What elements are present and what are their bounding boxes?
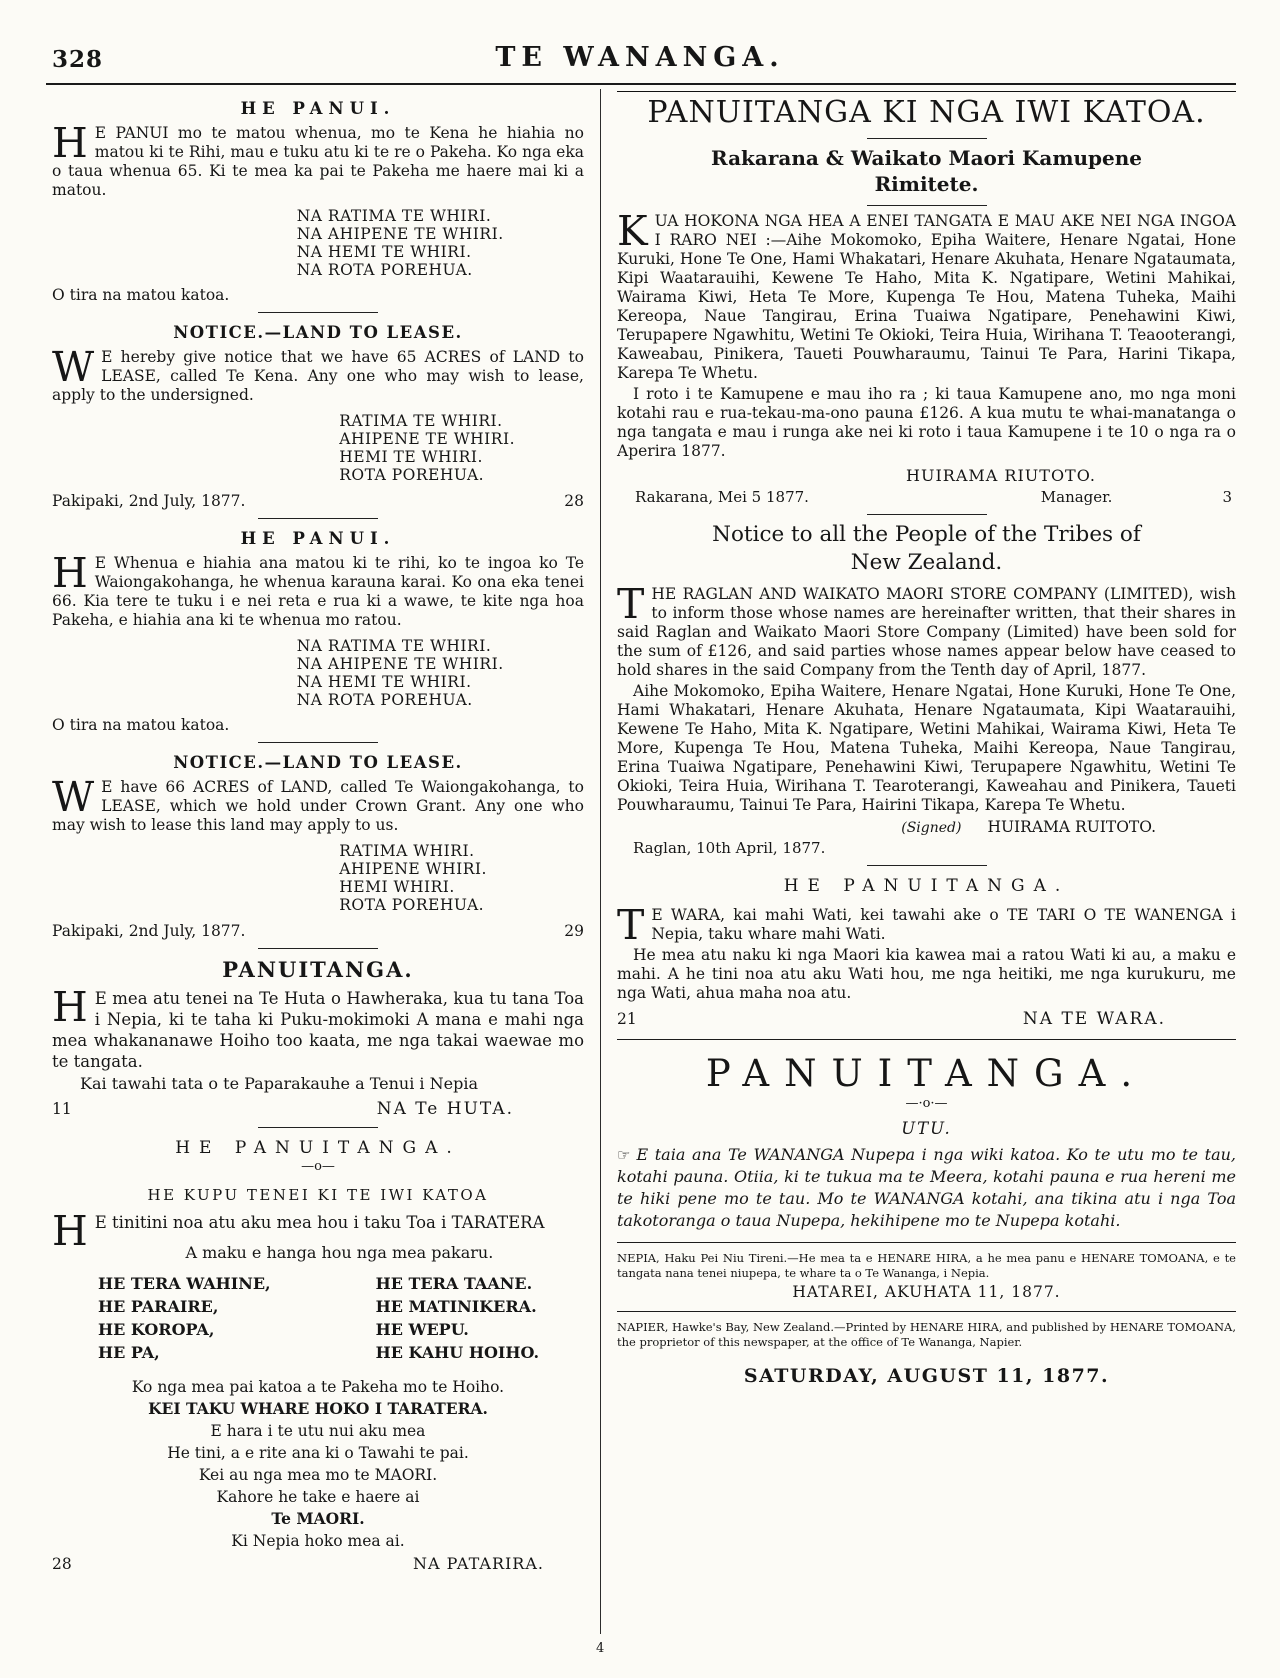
section-divider-rule bbox=[258, 948, 378, 949]
signature: RATIMA TE WHIRI. bbox=[339, 412, 503, 430]
notice-body bbox=[617, 580, 1236, 680]
notice-line: He tini, a e rite ana ki o Tawahi te pai. bbox=[167, 1444, 469, 1462]
signature: HUIRAMA RIUTOTO. bbox=[906, 466, 1096, 485]
subheading-line: Rakarana & Waikato Maori Kamupene bbox=[710, 146, 1143, 170]
subheading-line: Rimitete. bbox=[874, 172, 979, 196]
goods-list-right bbox=[376, 1272, 539, 1364]
heading-line: New Zealand. bbox=[850, 550, 1003, 575]
notice-ref-number: 29 bbox=[564, 922, 584, 940]
subscription-notice bbox=[617, 1144, 1236, 1232]
list-item: HE MATINIKERA. bbox=[375, 1297, 537, 1316]
list-item: HE PA, bbox=[98, 1343, 160, 1362]
dateline-row bbox=[52, 492, 584, 510]
masthead-title: TE WANANGA. bbox=[495, 42, 785, 73]
ornament: —o— bbox=[301, 1159, 335, 1174]
role-label: Manager. bbox=[1040, 488, 1113, 506]
signature: HUIRAMA RUITOTO. bbox=[987, 818, 1156, 836]
notice-line: E hara i te utu nui aku mea bbox=[210, 1422, 426, 1440]
drop-cap: H bbox=[52, 983, 88, 1031]
section-panuitanga-huta bbox=[52, 957, 584, 1119]
signature: NA RATIMA TE WHIRI. bbox=[296, 637, 492, 655]
section-he-panui-2 bbox=[52, 529, 584, 734]
dateline: Pakipaki, 2nd July, 1877. bbox=[52, 922, 246, 940]
printers-mark: 4 bbox=[596, 1641, 605, 1656]
list-item: HE TERA WAHINE, bbox=[98, 1274, 271, 1293]
colophon-maori: NEPIA, Haku Pei Niu Tireni.—He mea ta e HENARE HIRA, a he mea panu e HENARE TOMOANA, e te tangata nana tenei niupepa, te whare ta o Te Wananga, i Nepia. bbox=[617, 1251, 1236, 1280]
section-notice-lease-2 bbox=[52, 753, 584, 940]
signature: NA Te HUTA. bbox=[376, 1099, 514, 1119]
section-heading bbox=[617, 521, 1236, 577]
notice-text: E have 66 ACRES of LAND, called Te Waiongakohanga, to LEASE, which we hold under Crown Grant. Any one who may wish to lease this land may apply to us. bbox=[52, 778, 584, 834]
section-heading: PANUITANGA KI NGA IWI KATOA. bbox=[647, 95, 1206, 130]
pointing-hand-icon: ☞ bbox=[617, 1146, 631, 1164]
notice-text: E PANUI mo te matou whenua, mo te Kena he hiahia no matou ki te Rihi, mau e tuku atu ki te re o Pakeha. Ko nga eka o taua whenua 65. Ki te mea ka pai te Pakeha me haere mai ki a matou. bbox=[52, 124, 584, 199]
notice-text: E Whenua e hiahia ana matou ki te rihi, ko te ingoa ko Te Waiongakohanga, he whenua karauna karai. Ko ona eka tenei 66. Kia tere te tuku i e nei reta e rua ki a wawe, te kite nga hoa Pakeha, e hiahia ana ki te whenua mo ratou. bbox=[52, 554, 584, 629]
ornament: —·o·— bbox=[905, 1096, 948, 1111]
signature-list bbox=[339, 412, 584, 484]
signature: RATIMA WHIRI. bbox=[339, 842, 475, 860]
address-line: Kai tawahi tata o te Paparakauhe a Tenui i Nepia bbox=[80, 1074, 478, 1093]
section-divider-rule bbox=[617, 1311, 1236, 1312]
column-layout bbox=[0, 85, 1280, 1634]
notice-ref-number: 21 bbox=[617, 1010, 637, 1028]
issue-date-english: SATURDAY, AUGUST 11, 1877. bbox=[743, 1365, 1110, 1387]
notice-text: HE RAGLAN AND WAIKATO MAORI STORE COMPANY (LIMITED), wish to inform those whose names are hereinafter written, that their shares in said Raglan and Waikato Maori Store Company (Limited) have been sold for the sum of £126, and said parties whose names appear below have ceased to hold shares in the said Company from the Tenth day of April, 1877. bbox=[617, 585, 1236, 679]
signature: ROTA POREHUA. bbox=[339, 896, 485, 914]
drop-cap: T bbox=[617, 580, 645, 628]
list-item: HE PARAIRE, bbox=[98, 1297, 219, 1316]
dateline: Rakarana, Mei 5 1877. bbox=[635, 488, 809, 506]
drop-cap: H bbox=[52, 1207, 88, 1255]
closing-line: O tira na matou katoa. bbox=[52, 716, 230, 734]
notice-line: Ki Nepia hoko mea ai. bbox=[231, 1532, 405, 1550]
drop-cap: H bbox=[52, 119, 88, 167]
goods-list bbox=[98, 1272, 584, 1364]
notice-text: E mea atu tenei na Te Huta o Hawheraka, kua tu tana Toa i Nepia, ki te taha ki Puku-mokimoki A mana e mahi nga mea whakananawe Hoiho too kaata, me nga takai waewae mo te tangata. bbox=[52, 989, 584, 1071]
page-header bbox=[0, 0, 1280, 73]
notice-line: Kahore he take e haere ai bbox=[216, 1488, 420, 1506]
drop-cap: H bbox=[52, 549, 88, 597]
signature: HEMI TE WHIRI. bbox=[339, 448, 483, 466]
notice-text: UA HOKONA NGA HEA A ENEI TANGATA E MAU AKE NEI NGA INGOA I RARO NEI :—Aihe Mokomoko, Epiha Waitere, Henare Ngatai, Hone Kuruki, Hone Te One, Hami Whakatari, Henare Akuhata, Henare Ngataumata, Kipi Waatarauihi, Kewene Te Haho, Mita K. Ngatipare, Wetini Mahikai, Wairama Kiwi, Heta Te More, Kupenga Te Hou, Matena Tuheka, Maihi Kereopa, Naue Tangirau, Erina Tuaiwa Ngatipare, Penehawini Kiwi, Terupapere Ngawhitu, Wetini Te Okioki, Teira Huia, Wirihana T. Teaooterangi, Kaweabau, Pinikera, Taueti Pouwharaumu, Tainui Te Para, Harini Tikapa, Karepa Te Whetu. bbox=[617, 212, 1236, 382]
notice-body bbox=[52, 343, 584, 405]
section-subheading bbox=[617, 145, 1236, 197]
byline-row bbox=[52, 1099, 584, 1119]
signature: HEMI WHIRI. bbox=[339, 878, 455, 896]
signature-list bbox=[297, 207, 584, 279]
section-heading: PANUITANGA. bbox=[705, 1052, 1148, 1095]
section-subheading: HE KUPU TENEI KI TE IWI KATOA bbox=[147, 1186, 489, 1204]
signature-list bbox=[339, 842, 584, 914]
notice-text: E taia ana Te WANANGA Nupepa i nga wiki katoa. Ko te utu mo te tau, kotahi pauna. Otiia, ki te tukua ma te Meera, kotahi pauna e rua hereni me te hiki pene mo te tau. Mo te WANANGA kotahi, ana tikina atu i nga Toa takotoranga o taua Nupepa, hekihipene mo te Nupepa kotahi. bbox=[617, 1145, 1236, 1230]
manager-row bbox=[617, 488, 1236, 506]
section-heading: NOTICE.—LAND TO LEASE. bbox=[173, 753, 463, 772]
signature: NA AHIPENE TE WHIRI. bbox=[296, 225, 504, 243]
drop-cap: T bbox=[617, 901, 645, 949]
notice-text: E WARA, kai mahi Wati, kei tawahi ake o TE TARI O TE WANENGA i Nepia, taku whare mahi Wati. bbox=[651, 906, 1236, 943]
notice-paragraph: He mea atu naku ki nga Maori kia kawea mai a ratou Wati ki au, a maku e mahi. A he tini noa atu aku Wati hou, me nga heitiki, me nga kurukuru, me nga Wati, ahua maha noa atu. bbox=[617, 946, 1236, 1002]
list-item: HE WEPU. bbox=[375, 1320, 469, 1339]
section-divider-rule bbox=[258, 518, 378, 519]
section-heading: HE PANUITANGA. bbox=[175, 1138, 461, 1158]
section-heading: NOTICE.—LAND TO LEASE. bbox=[173, 323, 463, 342]
list-item: HE KOROPA, bbox=[98, 1320, 215, 1339]
notice-line: Kei au nga mea mo te MAORI. bbox=[198, 1466, 438, 1484]
signature: NA HEMI TE WHIRI. bbox=[296, 673, 472, 691]
notice-body bbox=[52, 549, 584, 630]
section-heading: PANUITANGA. bbox=[222, 957, 414, 982]
notice-body bbox=[617, 901, 1236, 949]
list-item: HE TERA TAANE. bbox=[375, 1274, 533, 1293]
section-divider-rule bbox=[258, 312, 378, 313]
section-divider-rule bbox=[617, 1039, 1236, 1040]
section-kamupene bbox=[617, 95, 1236, 506]
section-divider-rule bbox=[867, 514, 987, 515]
notice-ref-number: 11 bbox=[52, 1100, 72, 1118]
folio-page-number: 328 bbox=[52, 46, 104, 73]
notice-line: A maku e hanga hou nga mea pakaru. bbox=[185, 1243, 494, 1262]
left-column bbox=[52, 89, 600, 1634]
footer-row bbox=[52, 1554, 584, 1573]
notice-body bbox=[617, 207, 1236, 383]
byline-row bbox=[617, 1009, 1236, 1029]
notice-text: E hereby give notice that we have 65 ACRES of LAND to LEASE, called Te Kena. Any one who may wish to lease, apply to the undersigned. bbox=[52, 348, 584, 404]
signature: NA RATIMA TE WHIRI. bbox=[296, 207, 492, 225]
signed-label: (Signed) bbox=[901, 820, 962, 836]
goods-list-left bbox=[98, 1272, 271, 1364]
section-heading: HE PANUITANGA. bbox=[783, 876, 1070, 896]
notice-body bbox=[52, 773, 584, 835]
notice-text: E tinitini noa atu aku mea hou i taku Toa i TARATERA bbox=[94, 1213, 545, 1232]
notice-ref-number: 3 bbox=[1222, 488, 1232, 506]
folio-footer-number: 28 bbox=[52, 1555, 72, 1573]
notice-body bbox=[52, 983, 584, 1072]
closing-line: O tira na matou katoa. bbox=[52, 286, 230, 304]
dateline: Raglan, 10th April, 1877. bbox=[633, 839, 826, 857]
signature: ROTA POREHUA. bbox=[339, 466, 485, 484]
section-panuitanga-wara bbox=[617, 876, 1236, 1029]
colophon-english: NAPIER, Hawke's Bay, New Zealand.—Printed by HENARE HIRA, and published by HENARE TOMOANA, the proprietor of this newspaper, at the office of Te Wananga, Napier. bbox=[617, 1320, 1236, 1349]
signature: NA PATARIRA. bbox=[412, 1554, 544, 1573]
section-divider-rule bbox=[867, 865, 987, 866]
section-heading: HE PANUI. bbox=[240, 529, 396, 548]
signature-list bbox=[297, 637, 584, 709]
section-panuitanga-patarira bbox=[52, 1138, 584, 1573]
dateline: Pakipaki, 2nd July, 1877. bbox=[52, 492, 246, 510]
issue-date-maori: HATAREI, AKUHATA 11, 1877. bbox=[792, 1283, 1061, 1301]
section-heading: HE PANUI. bbox=[240, 99, 396, 118]
price-heading: UTU. bbox=[901, 1119, 952, 1138]
section-imprint bbox=[617, 1052, 1236, 1387]
notice-line: Ko nga mea pai katoa a te Pakeha mo te Hoiho. bbox=[131, 1378, 505, 1396]
notice-ref-number: 28 bbox=[564, 492, 584, 510]
notice-paragraph: I roto i te Kamupene e mau iho ra ; ki taua Kamupene ano, mo nga moni kotahi rau e rua-tekau-ma-ono pauna £126. A kua mutu te whai-manatanga o nga tangata e mau i runga ake nei ki roto i taua Kamupene i te 10 o nga ra o Aperira 1877. bbox=[617, 385, 1236, 460]
signature: NA HEMI TE WHIRI. bbox=[296, 243, 472, 261]
dateline-row bbox=[52, 922, 584, 940]
notice-line: KEI TAKU WHARE HOKO I TARATERA. bbox=[148, 1399, 488, 1418]
signature: AHIPENE TE WHIRI. bbox=[339, 430, 516, 448]
drop-cap: W bbox=[52, 343, 95, 391]
section-divider-rule bbox=[867, 138, 987, 139]
signature: NA AHIPENE TE WHIRI. bbox=[296, 655, 504, 673]
signature: NA TE WARA. bbox=[1022, 1009, 1166, 1029]
section-divider-rule bbox=[617, 1242, 1236, 1243]
signature: AHIPENE WHIRI. bbox=[339, 860, 487, 878]
section-he-panui-1 bbox=[52, 99, 584, 304]
section-notice-lease-1 bbox=[52, 323, 584, 510]
right-column bbox=[601, 89, 1236, 1634]
signature: NA ROTA POREHUA. bbox=[296, 691, 473, 709]
drop-cap: W bbox=[52, 773, 95, 821]
heading-line: Notice to all the People of the Tribes of bbox=[712, 522, 1141, 547]
drop-cap: K bbox=[617, 207, 648, 255]
notice-body bbox=[52, 119, 584, 200]
section-divider-rule bbox=[258, 742, 378, 743]
section-divider-rule bbox=[867, 205, 987, 206]
signed-row bbox=[617, 818, 1236, 836]
section-notice-english bbox=[617, 521, 1236, 857]
list-item: HE KAHU HOIHO. bbox=[375, 1343, 540, 1362]
column-top-rule bbox=[617, 91, 1236, 92]
notice-paragraph: Aihe Mokomoko, Epiha Waitere, Henare Ngatai, Hone Kuruki, Hone Te One, Hami Whakatari, Henare Akuhata, Henare Ngataumata, Kipi Waatarauihi, Kewene Te Haho, Mita K. Ngatipare, Wetini Mahikai, Wairama Kiwi, Heta Te More, Kupenga Te Hou, Matena Tuheka, Maihi Kereopa, Naue Tangirau, Erina Tuaiwa Ngatipare, Penehawini Kiwi, Terupapere Ngawhitu, Wetini Te Okioki, Teira Huia, Wirihana T. Tearoterangi, Kaweahau and Pinikera, Taueti Pouwharaumu, Tainui Te Para, Hairini Tikapa, Karepa Te Whetu. bbox=[617, 682, 1236, 814]
section-divider-rule bbox=[258, 1127, 378, 1128]
signature: NA ROTA POREHUA. bbox=[296, 261, 473, 279]
notice-line: Te MAORI. bbox=[271, 1509, 365, 1528]
